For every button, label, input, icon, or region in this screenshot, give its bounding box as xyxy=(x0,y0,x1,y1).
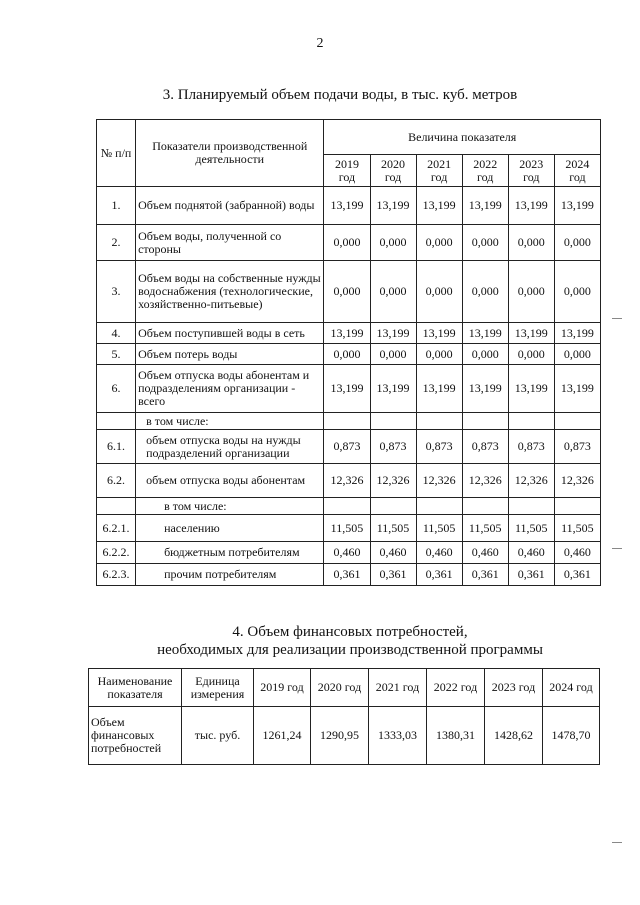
row-value: 12,326 xyxy=(554,464,600,498)
fin-header-cell: Наименование показателя xyxy=(89,669,182,707)
row-value: 0,460 xyxy=(416,542,462,564)
row-number xyxy=(97,413,136,430)
row-number: 6.2.2. xyxy=(97,542,136,564)
row-value: 13,199 xyxy=(370,365,416,413)
row-value xyxy=(370,498,416,515)
row-value: 0,460 xyxy=(554,542,600,564)
fin-row-unit: тыс. руб. xyxy=(182,707,254,765)
fin-row-value: 1428,62 xyxy=(485,707,543,765)
table-row xyxy=(97,464,601,498)
row-value xyxy=(462,413,508,430)
row-value: 0,460 xyxy=(370,542,416,564)
water-supply-rows xyxy=(97,187,601,586)
row-value: 0,000 xyxy=(324,344,370,365)
row-value: 13,199 xyxy=(370,323,416,344)
row-value: 0,361 xyxy=(554,564,600,586)
row-value xyxy=(370,413,416,430)
row-value: 13,199 xyxy=(554,187,600,225)
header-value-group: Величина показателя xyxy=(324,120,601,155)
header-year: 2023 год xyxy=(508,155,554,187)
fin-data-row xyxy=(89,707,600,765)
financial-needs-table xyxy=(88,668,600,765)
row-number: 4. xyxy=(97,323,136,344)
table-row xyxy=(97,413,601,430)
row-value: 0,000 xyxy=(554,225,600,261)
row-value: 13,199 xyxy=(416,323,462,344)
row-value: 0,000 xyxy=(508,261,554,323)
section-4-title-line2: необходимых для реализации производственной программы xyxy=(157,642,543,658)
row-value xyxy=(462,498,508,515)
row-value: 0,873 xyxy=(324,430,370,464)
table-row xyxy=(97,498,601,515)
fin-row-value: 1478,70 xyxy=(543,707,600,765)
header-year: 2019 год xyxy=(324,155,370,187)
section-4-title-line1: 4. Объем финансовых потребностей, xyxy=(232,624,468,640)
page-number: 2 xyxy=(316,36,324,51)
row-label: Объем поступившей воды в сеть xyxy=(136,323,324,344)
fin-header-cell: 2023 год xyxy=(485,669,543,707)
row-value: 13,199 xyxy=(554,365,600,413)
row-value: 11,505 xyxy=(416,515,462,542)
row-value: 13,199 xyxy=(462,323,508,344)
section-4-title xyxy=(50,623,640,659)
row-value: 0,000 xyxy=(324,225,370,261)
fin-header-cell: 2022 год xyxy=(427,669,485,707)
row-value: 0,873 xyxy=(416,430,462,464)
row-label: Объем потерь воды xyxy=(136,344,324,365)
row-label: объем отпуска воды на нужды подразделений организации xyxy=(136,430,324,464)
row-value: 0,460 xyxy=(508,542,554,564)
row-value: 0,000 xyxy=(416,344,462,365)
row-value: 0,000 xyxy=(370,344,416,365)
table-row xyxy=(97,564,601,586)
row-value: 0,873 xyxy=(508,430,554,464)
margin-mark xyxy=(612,548,622,549)
row-value: 0,361 xyxy=(416,564,462,586)
row-number: 6.2. xyxy=(97,464,136,498)
row-number: 1. xyxy=(97,187,136,225)
row-value: 0,000 xyxy=(370,225,416,261)
header-year: 2024 год xyxy=(554,155,600,187)
row-label: Объем воды, полученной со стороны xyxy=(136,225,324,261)
table-row xyxy=(97,515,601,542)
header-year: 2020 год xyxy=(370,155,416,187)
header-indicator: Показатели производственной деятельности xyxy=(136,120,324,187)
row-value: 13,199 xyxy=(416,365,462,413)
row-value: 0,000 xyxy=(416,261,462,323)
row-value: 11,505 xyxy=(324,515,370,542)
water-supply-table xyxy=(96,119,601,586)
row-value: 13,199 xyxy=(508,323,554,344)
row-value: 11,505 xyxy=(462,515,508,542)
row-label: в том числе: xyxy=(136,498,324,515)
row-value: 13,199 xyxy=(370,187,416,225)
row-number: 6.2.1. xyxy=(97,515,136,542)
header-year: 2022 год xyxy=(462,155,508,187)
table-row xyxy=(97,542,601,564)
row-label: объем отпуска воды абонентам xyxy=(136,464,324,498)
row-value: 0,000 xyxy=(508,225,554,261)
row-value: 0,460 xyxy=(462,542,508,564)
row-value: 0,000 xyxy=(370,261,416,323)
row-value: 0,000 xyxy=(508,344,554,365)
row-value: 13,199 xyxy=(324,187,370,225)
row-value: 0,873 xyxy=(554,430,600,464)
row-label: Объем отпуска воды абонентам и подразделениям организации - всего xyxy=(136,365,324,413)
row-value: 11,505 xyxy=(554,515,600,542)
row-number: 5. xyxy=(97,344,136,365)
row-value: 12,326 xyxy=(370,464,416,498)
header-num: № п/п xyxy=(97,120,136,187)
row-value: 0,361 xyxy=(508,564,554,586)
fin-row-label: Объем финансовых потребностей xyxy=(89,707,182,765)
row-value: 13,199 xyxy=(462,187,508,225)
row-number: 6.1. xyxy=(97,430,136,464)
row-number: 2. xyxy=(97,225,136,261)
table-row xyxy=(97,365,601,413)
row-label: прочим потребителям xyxy=(136,564,324,586)
row-value: 0,460 xyxy=(324,542,370,564)
row-value xyxy=(324,413,370,430)
row-value: 0,873 xyxy=(462,430,508,464)
fin-row-value: 1290,95 xyxy=(311,707,369,765)
fin-header-cell: 2020 год xyxy=(311,669,369,707)
row-value: 0,000 xyxy=(462,261,508,323)
row-label: бюджетным потребителям xyxy=(136,542,324,564)
row-label: Объем поднятой (забранной) воды xyxy=(136,187,324,225)
fin-header-cell: 2024 год xyxy=(543,669,600,707)
margin-mark xyxy=(612,318,622,319)
row-value: 0,361 xyxy=(462,564,508,586)
fin-header-cell: Единица измерения xyxy=(182,669,254,707)
row-value: 0,361 xyxy=(370,564,416,586)
fin-header-cell: 2019 год xyxy=(254,669,311,707)
row-number: 6.2.3. xyxy=(97,564,136,586)
row-number: 6. xyxy=(97,365,136,413)
section-3-title: 3. Планируемый объем подачи воды, в тыс. куб. метров xyxy=(162,87,518,103)
fin-row-value: 1261,24 xyxy=(254,707,311,765)
row-label: Объем воды на собственные нужды водоснабжения (технологические, хозяйственно-питьевые) xyxy=(136,261,324,323)
row-value: 13,199 xyxy=(324,323,370,344)
row-value: 12,326 xyxy=(462,464,508,498)
row-value: 0,000 xyxy=(324,261,370,323)
header-year: 2021 год xyxy=(416,155,462,187)
row-value: 11,505 xyxy=(508,515,554,542)
row-value: 13,199 xyxy=(508,365,554,413)
row-value: 0,000 xyxy=(462,344,508,365)
row-value: 12,326 xyxy=(508,464,554,498)
row-value: 13,199 xyxy=(416,187,462,225)
row-value: 0,361 xyxy=(324,564,370,586)
row-label: населению xyxy=(136,515,324,542)
fin-row-value: 1333,03 xyxy=(369,707,427,765)
row-value: 0,000 xyxy=(554,344,600,365)
table-row xyxy=(97,323,601,344)
table-row xyxy=(97,187,601,225)
row-value: 12,326 xyxy=(416,464,462,498)
table-row xyxy=(97,344,601,365)
margin-mark xyxy=(612,842,622,843)
row-value: 0,000 xyxy=(554,261,600,323)
row-value xyxy=(508,413,554,430)
row-value: 13,199 xyxy=(554,323,600,344)
row-value: 13,199 xyxy=(324,365,370,413)
row-value: 12,326 xyxy=(324,464,370,498)
row-number: 3. xyxy=(97,261,136,323)
row-value: 11,505 xyxy=(370,515,416,542)
row-value: 13,199 xyxy=(462,365,508,413)
row-value: 0,873 xyxy=(370,430,416,464)
fin-header-cell: 2021 год xyxy=(369,669,427,707)
table-row xyxy=(97,430,601,464)
row-value xyxy=(324,498,370,515)
table-row xyxy=(97,225,601,261)
row-value xyxy=(416,413,462,430)
row-value xyxy=(554,413,600,430)
row-value xyxy=(554,498,600,515)
row-value: 0,000 xyxy=(462,225,508,261)
row-value xyxy=(508,498,554,515)
row-number xyxy=(97,498,136,515)
table-row xyxy=(97,261,601,323)
row-label: в том числе: xyxy=(136,413,324,430)
row-value xyxy=(416,498,462,515)
row-value: 13,199 xyxy=(508,187,554,225)
fin-row-value: 1380,31 xyxy=(427,707,485,765)
row-value: 0,000 xyxy=(416,225,462,261)
